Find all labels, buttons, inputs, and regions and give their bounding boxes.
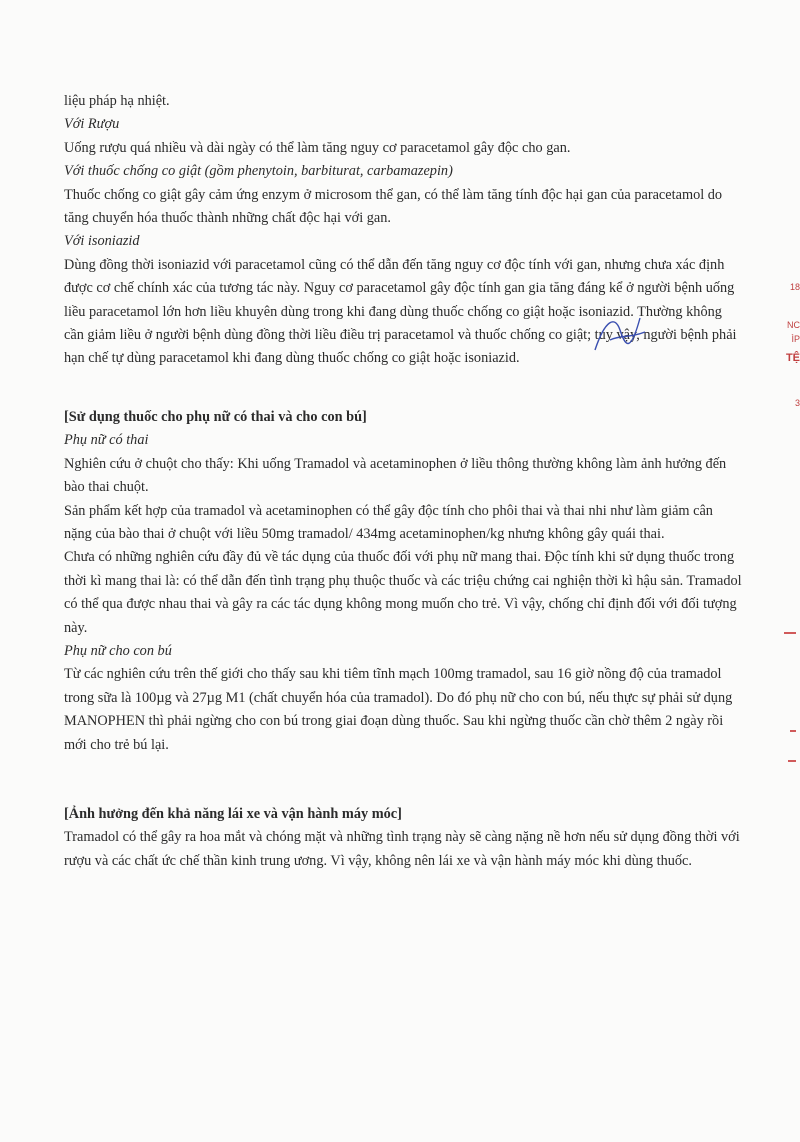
- section-heading: [Ảnh hưởng đến khả năng lái xe và vận hành máy móc]: [64, 805, 402, 822]
- paragraph: Dùng đồng thời isoniazid với paracetamol cũng có thể dẫn đến tăng nguy cơ độc tính với gan, nhưng chưa xác định được cơ chế chính xác của tương tác này. Nguy cơ paracetamol gây độc tính gan gia tăng đáng kể ở người bệnh uống liều paracetamol lớn hơn liều khuyên dùng trong khi đang dùng thuốc chống co giật hoặc isoniazid. Thường không cần giảm liều ở người bệnh dùng đồng thời liều điều trị paracetamol và thuốc chống co giật; tuy vậy, người bệnh phải hạn chế tự dùng paracetamol khi đang dùng thuốc chống co giật hoặc isoniazid.: [64, 256, 737, 367]
- paragraph: Uống rượu quá nhiều và dài ngày có thể làm tăng nguy cơ paracetamol gây độc cho gan.: [64, 139, 571, 156]
- edge-fragment: TỆ: [785, 352, 800, 364]
- paragraph: Thuốc chống co giật gây cảm ứng enzym ở microsom thể gan, có thể làm tăng tính độc hại gan của paracetamol do tăng chuyển hóa thuốc thành những chất độc hại với gan.: [64, 186, 723, 227]
- edge-mark: [788, 760, 796, 762]
- section-spacer: [64, 757, 744, 803]
- subheading: Với thuốc chống co giật (gồm phenytoin, barbiturat, carbamazepin): [64, 163, 453, 180]
- subheading: Với Rượu: [64, 116, 120, 133]
- section-spacer: [64, 371, 744, 406]
- paragraph: liệu pháp hạ nhiệt.: [64, 93, 170, 109]
- edge-fragment: 18: [789, 282, 800, 292]
- document-body: [64, 90, 744, 873]
- paragraph: Chưa có những nghiên cứu đầy đủ về tác dụng của thuốc đối với phụ nữ mang thai. Độc tính khi sử dụng thuốc trong thời kì mang thai là: có thể dẫn đến tình trạng phụ thuộc thuốc và các triệu chứng cai nghiện thời kì hậu sản. Tramadol có thể qua được nhau thai và gây ra các tác dụng không mong muốn cho trẻ. Vì vậy, chống chỉ định đối với đối tượng này.: [64, 549, 742, 636]
- subheading: Phụ nữ cho con bú: [64, 642, 172, 659]
- subheading: Với isoniazid: [64, 233, 140, 250]
- edge-mark: [790, 730, 796, 732]
- section-heading: [Sử dụng thuốc cho phụ nữ có thai và cho con bú]: [64, 408, 367, 425]
- paragraph: Sản phẩm kết hợp của tramadol và acetaminophen có thể gây độc tính cho phôi thai và thai nhi như làm giảm cân nặng của bào thai ở chuột với liều 50mg tramadol/ 434mg acetaminophen/kg nhưng không gây quái thai.: [64, 502, 713, 542]
- edge-mark: [784, 632, 796, 634]
- paragraph: Tramadol có thể gây ra hoa mắt và chóng mặt và những tình trạng này sẽ càng nặng nề hơn nếu sử dụng đồng thời với rượu và các chất ức chế thần kinh trung ương. Vì vậy, không nên lái xe và vận hành máy móc khi dùng thuốc.: [64, 829, 740, 869]
- paragraph: Nghiên cứu ở chuột cho thấy: Khi uống Tramadol và acetaminophen ở liều thông thường không làm ảnh hưởng đến bào thai chuột.: [64, 455, 727, 496]
- edge-fragment: 3: [794, 398, 800, 408]
- subheading: Phụ nữ có thai: [64, 432, 149, 449]
- paragraph: Từ các nghiên cứu trên thế giới cho thấy sau khi tiêm tĩnh mạch 100mg tramadol, sau 16 giờ nồng độ của tramadol trong sữa là 100µg và 27µg M1 (chất chuyển hóa của tramadol). Do đó phụ nữ cho con bú, nếu thực sự phải sử dụng MANOPHEN thì phải ngừng cho con bú trong giai đoạn dùng thuốc. Sau khi ngừng thuốc cần chờ thêm 2 ngày rồi mới cho trẻ bú lại.: [64, 666, 733, 753]
- edge-fragment: NC: [787, 320, 800, 330]
- signature-mark: [590, 310, 650, 358]
- edge-fragment: ÌP: [791, 334, 800, 344]
